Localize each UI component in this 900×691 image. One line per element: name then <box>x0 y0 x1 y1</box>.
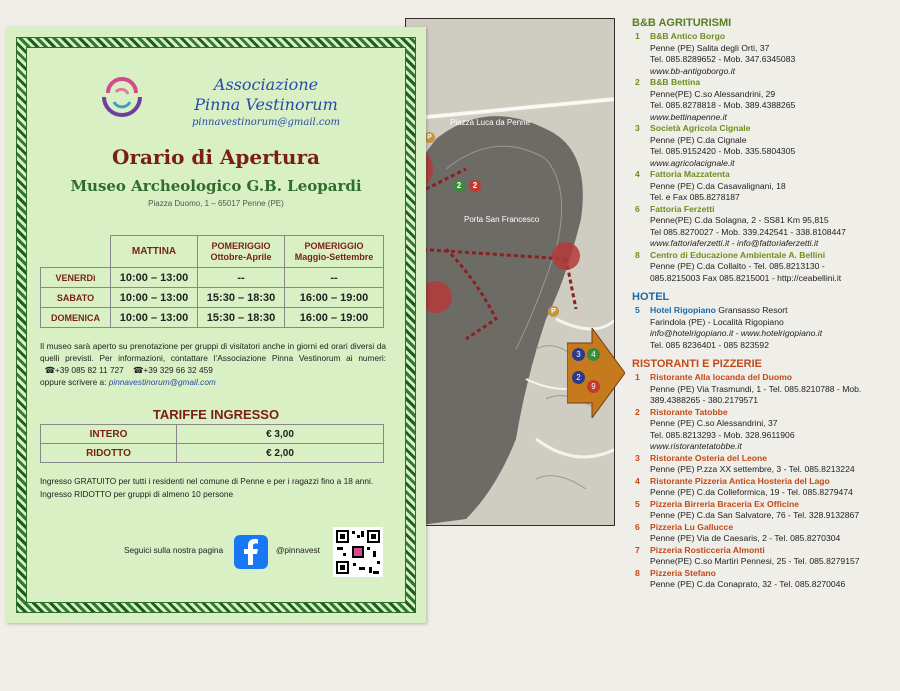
hours-day: SABATO <box>41 288 111 308</box>
arrow-number: 9 <box>587 380 600 393</box>
header-subline: Maggio-Settembre <box>294 251 374 262</box>
entry-name: Ristorante Tatobbe <box>650 406 728 417</box>
arrow-number: 3 <box>572 348 585 361</box>
section-title-ristoranti: RISTORANTI E PIZZERIE <box>632 358 762 370</box>
entry-number: 5 <box>635 305 640 315</box>
entry-line: 389.4388265 - 380.2179571 <box>650 395 759 405</box>
list-item <box>632 372 894 407</box>
bb-list <box>632 31 894 284</box>
association-name <box>166 75 366 115</box>
list-item <box>632 204 894 250</box>
entry-web[interactable]: www.ristorantetatobbe.it <box>650 441 742 451</box>
entry-line: Tel 085.8270027 - Mob. 339.242541 - 338.8108447 <box>650 226 846 237</box>
hours-cell: 15:30 – 18:30 <box>198 308 285 328</box>
entry-line: Penne (PE) C.da Conaprato, 32 - Tel. 085.8270046 <box>650 579 846 589</box>
hours-cell: 16:00 – 19:00 <box>285 308 384 328</box>
facebook-glyph <box>234 535 268 569</box>
contact-email[interactable]: pinnavestinorum@gmail.com <box>108 377 216 387</box>
arrow-number: 2 <box>572 371 585 384</box>
map-marker: 2 <box>469 180 481 192</box>
entry-name: Pizzeria Stefano <box>650 567 716 578</box>
list-item <box>632 568 894 591</box>
entry-name: B&B Antico Borgo <box>650 31 726 41</box>
entry-name: Società Agricola Cignale <box>650 123 751 133</box>
opening-hours-table <box>40 235 384 328</box>
hours-cell: 16:00 – 19:00 <box>285 288 384 308</box>
entry-number: 8 <box>635 567 640 578</box>
association-logo-icon <box>94 72 150 122</box>
tariffe-table <box>40 424 384 463</box>
list-item <box>632 31 894 77</box>
entry-name: Centro di Educazione Ambientale A. Bellini <box>650 249 826 260</box>
hours-corner <box>41 236 111 268</box>
entry-line: Penne (PE) C.da Cignale <box>650 134 747 145</box>
list-item <box>632 407 894 453</box>
hours-header-row <box>41 236 384 268</box>
hours-cell: 15:30 – 18:30 <box>198 288 285 308</box>
entry-web[interactable]: www.bb-antigoborgo.it <box>650 65 736 76</box>
hours-row <box>41 308 384 328</box>
entry-line: Penne (PE) Salita degli Orti, 37 <box>650 42 770 53</box>
note-gratuito: Ingresso GRATUITO per tutti i residenti nel comune di Penne e per i ragazzi fino a 18 anni. <box>40 476 374 486</box>
entry-web[interactable]: www.agricolacignale.it <box>650 157 735 168</box>
entry-line: Penne (PE) P.zza XX settembre, 3 - Tel. 085.8213224 <box>650 464 855 474</box>
section-title-hotel: HOTEL <box>632 291 670 303</box>
tariffa-label: INTERO <box>41 425 177 444</box>
parking-marker: P <box>548 306 559 317</box>
hours-cell: -- <box>285 268 384 288</box>
entry-number: 6 <box>635 521 640 532</box>
header-line: POMERIGGIO <box>211 240 271 251</box>
tariffe-row <box>41 425 384 444</box>
entry-number: 4 <box>635 475 640 486</box>
entry-number: 7 <box>635 544 640 555</box>
booking-info <box>40 340 386 388</box>
entry-name: Ristorante Pizzeria Antica Hosteria del Lago <box>650 475 830 486</box>
ingresso-notes <box>40 475 386 501</box>
hours-cell: 10:00 – 13:00 <box>111 268 198 288</box>
entry-name: Pizzeria Rosticceria Almonti <box>650 544 765 555</box>
map-label-porta: Porta San Francesco <box>464 215 540 224</box>
entry-number: 4 <box>635 169 640 179</box>
map-direction-arrow <box>567 328 625 418</box>
note-ridotto: Ingresso RIDOTTO per gruppi di almeno 10 persone <box>40 489 234 499</box>
hours-header-pom-oa <box>198 236 285 268</box>
tariffa-price: € 3,00 <box>177 425 384 444</box>
entry-number: 1 <box>635 372 640 382</box>
hours-cell: 10:00 – 13:00 <box>111 288 198 308</box>
parking-marker: P <box>424 132 435 143</box>
hours-row <box>41 288 384 308</box>
map-label-piazza: Piazza Luca da Penne <box>450 118 531 127</box>
entry-number: 1 <box>635 31 640 41</box>
museum-flyer <box>6 27 426 623</box>
entry-web[interactable]: info@hotelrigopiano.it - www.hotelrigopiano.it <box>650 328 823 338</box>
association-name-line2: Pinna Vestinorum <box>194 95 338 114</box>
entry-line: Penne (PE) C.so Alessandrini, 37 <box>650 418 778 428</box>
hours-day: VENERDì <box>41 268 111 288</box>
association-email[interactable]: pinnavestinorum@gmail.com <box>191 117 341 128</box>
entry-name: Ristorante Alla locanda del Duomo <box>650 372 792 382</box>
town-map <box>405 18 615 526</box>
museum-address: Piazza Duomo, 1 – 65017 Penne (PE) <box>148 199 284 208</box>
entry-name: Hotel Rigopiano <box>650 305 716 315</box>
entry-line: Penne (PE) Via Trasmundi, 1 - Tel. 085.8210788 - Mob. <box>650 383 862 394</box>
entry-line: Penne (PE) C.da Collalto - Tel. 085.8213130 - <box>650 261 825 271</box>
list-item <box>632 305 894 351</box>
flyer-title: Orario di Apertura <box>112 145 320 169</box>
list-item <box>632 169 894 204</box>
list-item <box>632 77 894 123</box>
list-item <box>632 453 894 476</box>
entry-line: Tel. e Fax 085.8278187 <box>650 192 740 202</box>
hours-cell: -- <box>198 268 285 288</box>
list-item <box>632 476 894 499</box>
entry-number: 5 <box>635 498 640 509</box>
phone-1[interactable]: ☎+39 085 82 11 727 <box>44 365 124 375</box>
entry-web[interactable]: www.fattoriaferzetti.it - info@fattoriaferzetti.it <box>650 238 819 248</box>
entry-number: 2 <box>635 406 640 417</box>
entry-line: Penne(PE) C.da Solagna, 2 - SS81 Km 95,815 <box>650 215 829 225</box>
hours-row <box>41 268 384 288</box>
entry-name: Fattoria Mazzatenta <box>650 169 730 179</box>
entry-line: Penne (PE) C.da San Salvatore, 76 - Tel. 328.9132867 <box>650 510 860 520</box>
entry-name: B&B Bettina <box>650 77 701 87</box>
ristoranti-list <box>632 372 894 591</box>
hours-cell: 10:00 – 13:00 <box>111 308 198 328</box>
entry-line: Penne(PE) C.so Martiri Pennesi, 25 - Tel. 085.8279157 <box>650 556 860 566</box>
map-graphic <box>406 19 615 526</box>
entry-line: 085.8215003 Fax 085.8215001 - http://ceabellini.it <box>650 272 842 283</box>
list-item <box>632 250 894 285</box>
entry-line: Farindola (PE) - Località Rigopiano <box>650 316 784 327</box>
hours-header-pom-ms <box>285 236 384 268</box>
list-item <box>632 545 894 568</box>
tariffa-price: € 2,00 <box>177 444 384 463</box>
entry-number: 3 <box>635 452 640 463</box>
hours-header-mattina <box>111 236 198 268</box>
entry-number: 2 <box>635 77 640 87</box>
social-text: Seguici sulla nostra pagina <box>124 545 224 555</box>
hotel-list <box>632 305 894 351</box>
entry-line: Penne(PE) C.so Alessandrini, 29 <box>650 88 776 99</box>
header-line: POMERIGGIO <box>304 240 364 251</box>
entry-number: 6 <box>635 203 640 214</box>
qr-code-icon[interactable] <box>333 527 383 577</box>
association-name-line1: Associazione <box>213 75 319 94</box>
entry-line: Penne (PE) Via de Caesaris, 2 - Tel. 085.8270304 <box>650 533 841 543</box>
entry-line: Tel. 085.8289652 - Mob. 347.6345083 <box>650 54 796 64</box>
entry-name: Ristorante Osteria del Leone <box>650 452 768 463</box>
map-marker: 2 <box>453 180 465 192</box>
list-item <box>632 499 894 522</box>
entry-line: Tel. 085.8213293 - Mob. 328.9611906 <box>650 429 795 440</box>
museum-name: Museo Archeologico G.B. Leopardi <box>70 177 362 195</box>
entry-number: 8 <box>635 249 640 260</box>
entry-name: Fattoria Ferzetti <box>650 203 715 214</box>
tariffe-row <box>41 444 384 463</box>
header-line: MATTINA <box>131 246 177 257</box>
section-title-bb: B&B AGRITURISMI <box>632 17 732 29</box>
arrow-number: 4 <box>587 348 600 361</box>
entry-name: Pizzeria Birreria Braceria Ex Officine <box>650 498 800 509</box>
entry-line: Tel. 085.8278818 - Mob. 389.4388265 <box>650 100 796 110</box>
hours-day: DOMENICA <box>41 308 111 328</box>
entry-line: Penne (PE) C.da Colleformica, 19 - Tel. 085.8279474 <box>650 487 853 497</box>
entry-name-suffix: Gransasso Resort <box>715 305 788 315</box>
header-subline: Ottobre-Aprile <box>210 251 272 262</box>
entry-number: 3 <box>635 123 640 133</box>
write-text: oppure scrivere a: <box>40 377 107 387</box>
entry-line: Tel. 085 8236401 - 085 823592 <box>650 339 769 350</box>
tariffe-title: TARIFFE INGRESSO <box>152 407 280 422</box>
list-item <box>632 123 894 169</box>
entry-name: Pizzeria Lu Gallucce <box>650 521 734 532</box>
facebook-icon[interactable] <box>234 535 268 569</box>
phone-2[interactable]: ☎+39 329 66 32 459 <box>133 365 213 375</box>
list-item <box>632 522 894 545</box>
tariffa-label: RIDOTTO <box>41 444 177 463</box>
entry-web[interactable]: www.bettinapenne.it <box>650 111 727 122</box>
entry-line: Penne (PE) C.da Casavalignani, 18 <box>650 180 786 191</box>
booking-info-text: Il museo sarà aperto su prenotazione per gruppi di visitatori anche in giorni ed orari diversi da quelli previsti. Per informazioni, contattare l’Associazione Pinna Vestinorum ai numeri: <box>40 341 386 363</box>
accommodation-listing <box>632 16 894 591</box>
social-handle[interactable]: @pinnavest <box>276 545 320 555</box>
entry-line: Tel. 085.9152420 - Mob. 335.5804305 <box>650 146 796 156</box>
